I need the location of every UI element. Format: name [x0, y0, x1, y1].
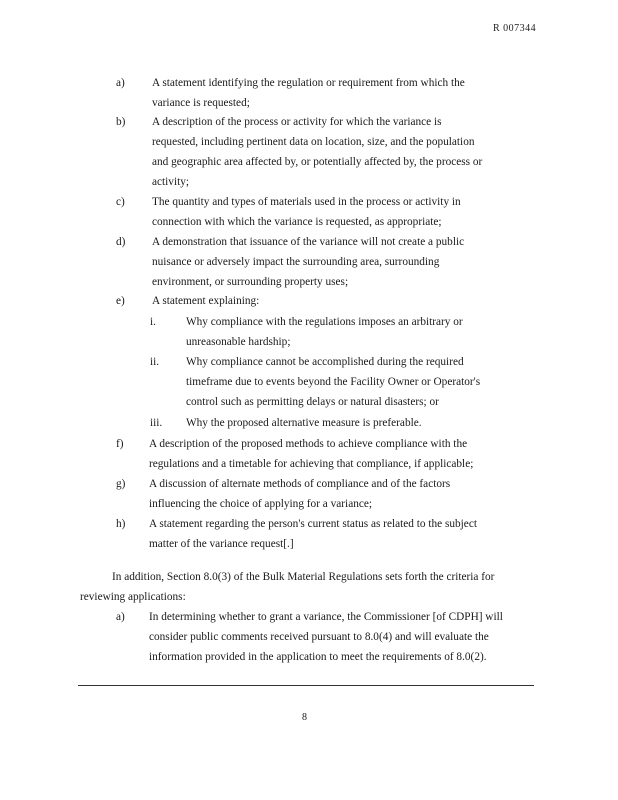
text-line: A description of the proposed methods to achieve compliance with the: [149, 438, 468, 450]
text-line: In addition, Section 8.0(3) of the Bulk Material Regulations sets forth the criteria for: [112, 571, 495, 583]
list-item-text: [152, 73, 465, 113]
text-line: and geographic area affected by, or potentially affected by, the process or: [152, 156, 483, 168]
sub-item-label: i.: [150, 316, 156, 328]
text-line: A statement regarding the person's current status as related to the subject: [149, 518, 477, 530]
text-line: timeframe due to events beyond the Facility Owner or Operator's: [186, 376, 481, 388]
intro-paragraph: [80, 567, 494, 607]
text-line: A description of the process or activity for which the variance is: [152, 116, 442, 128]
text-line: A discussion of alternate methods of compliance and of the factors: [149, 478, 451, 490]
text-line: The quantity and types of materials used in the process or activity in: [152, 196, 461, 208]
list-item-label: e): [116, 295, 125, 307]
text-line: variance is requested;: [152, 97, 250, 109]
text-line: A statement explaining:: [152, 295, 260, 307]
list-item-label: b): [116, 116, 126, 128]
text-line: requested, including pertinent data on location, size, and the population: [152, 136, 475, 148]
text-line: control such as permitting delays or natural disasters; or: [186, 396, 439, 408]
list-item-text: [152, 192, 461, 232]
sub-item-label: ii.: [150, 356, 160, 368]
list-item-text: [149, 434, 473, 474]
text-line: reviewing applications:: [80, 591, 186, 603]
text-line: information provided in the application to meet the requirements of 8.0(2).: [149, 651, 487, 663]
text-line: Why compliance with the regulations imposes an arbitrary or: [186, 316, 463, 328]
page-number: 8: [302, 712, 307, 723]
list-item-text: [152, 112, 482, 192]
list-item-text: [152, 291, 259, 311]
footer-rule: [78, 685, 534, 686]
sub-item-text: [186, 312, 463, 352]
list-item-label: a): [116, 611, 125, 623]
list-item-text: [149, 474, 450, 514]
sub-item-text: [186, 413, 422, 433]
text-line: regulations and a timetable for achieving that compliance, if applicable;: [149, 458, 474, 470]
text-line: unreasonable hardship;: [186, 336, 291, 348]
bates-number: R 007344: [493, 23, 537, 34]
list-item-text: [152, 232, 464, 292]
list-item-label: a): [116, 77, 125, 89]
list-item-label: h): [116, 518, 126, 530]
text-line: matter of the variance request[.]: [149, 538, 294, 550]
list-item-text: [149, 607, 503, 667]
list-item-text: [149, 514, 477, 554]
text-line: activity;: [152, 176, 190, 188]
text-line: environment, or surrounding property uses;: [152, 276, 349, 288]
text-line: connection with which the variance is requested, as appropriate;: [152, 216, 442, 228]
sub-item-label: iii.: [150, 417, 163, 429]
sub-item-text: [186, 352, 480, 412]
text-line: A demonstration that issuance of the variance will not create a public: [152, 236, 465, 248]
text-line: consider public comments received pursuant to 8.0(4) and will evaluate the: [149, 631, 489, 643]
text-line: influencing the choice of applying for a variance;: [149, 498, 373, 510]
list-item-label: f): [116, 438, 124, 450]
list-item-label: d): [116, 236, 126, 248]
list-item-label: c): [116, 196, 125, 208]
text-line: In determining whether to grant a variance, the Commissioner [of CDPH] will: [149, 611, 503, 623]
text-line: A statement identifying the regulation or requirement from which the: [152, 77, 465, 89]
text-line: nuisance or adversely impact the surrounding area, surrounding: [152, 256, 440, 268]
text-line: Why compliance cannot be accomplished during the required: [186, 356, 464, 368]
text-line: Why the proposed alternative measure is preferable.: [186, 417, 422, 429]
list-item-label: g): [116, 478, 126, 490]
